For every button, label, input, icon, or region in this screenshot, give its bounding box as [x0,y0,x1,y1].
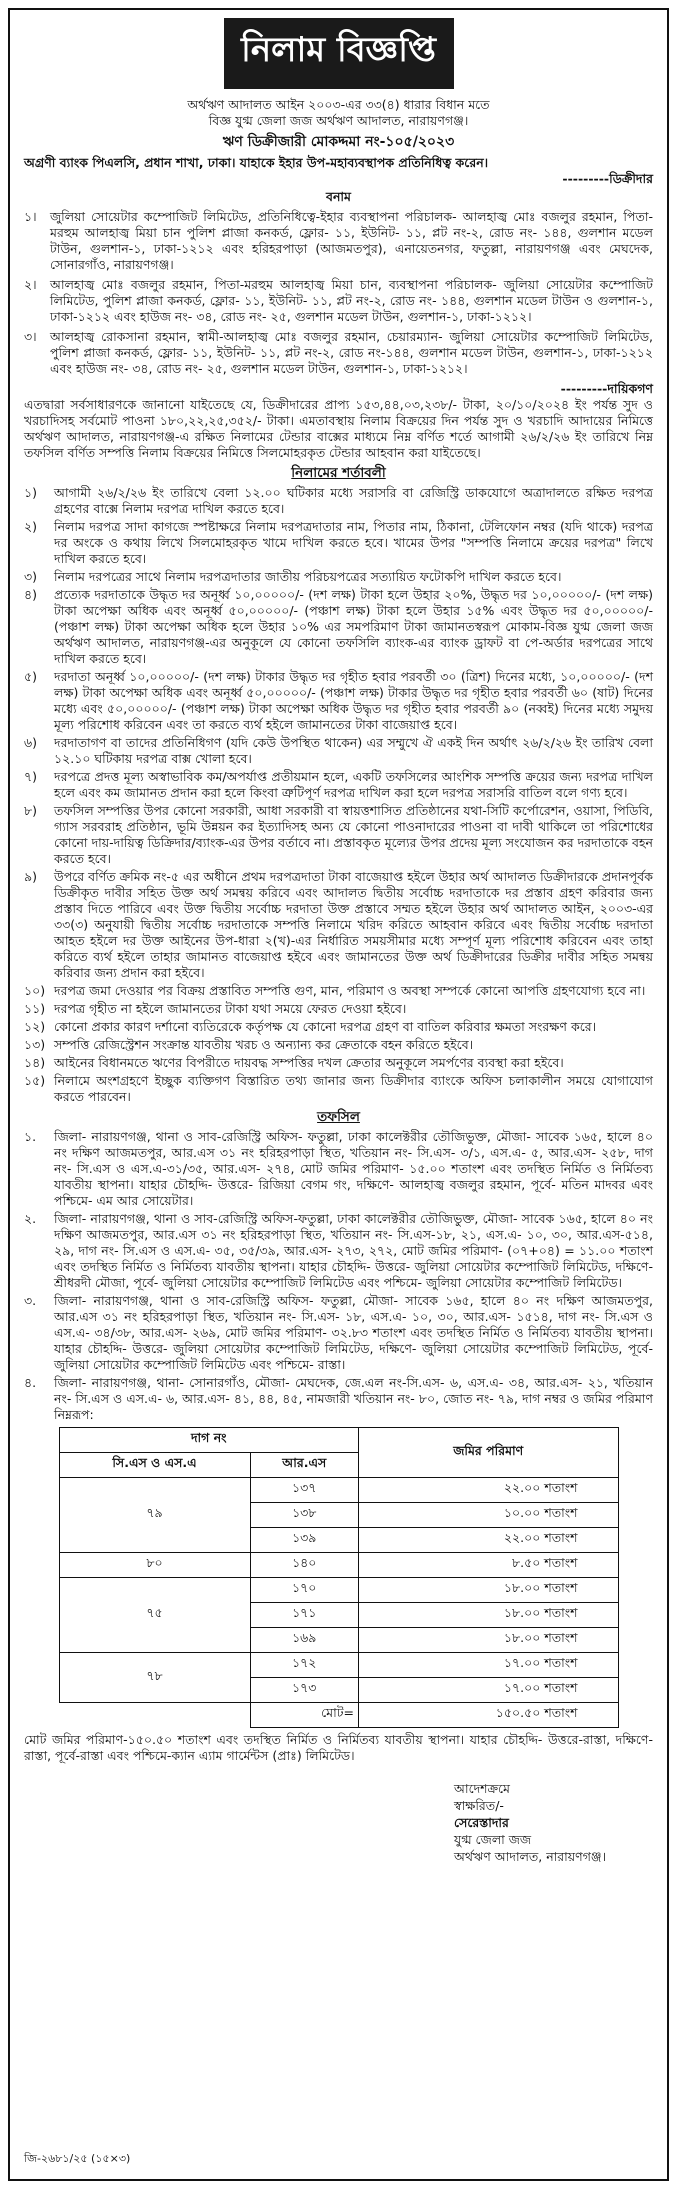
total-area: ১৫০.৫০ শতাংশ [358,1703,618,1728]
debtor-text: আলহাজ্ব রোকসানা রহমান, স্বামী-আলহাজ্ব মোঃ বজলুর রহমান, চেয়ারম্যান- জুলিয়া সোয়েটার কম্পোজিট লিমিটেড, পুলিশ প্লাজা কনকর্ড, ফ্লোর- ১১, ইউনিট- ১১, প্লট নং-২, রোড নং-১৪৪, গুলশান মডেল টাউন, গুলশান-১, ঢাকা-১২১২ এবং হাউজ নং- ৩৪, রোড নং- ২৫, গুলশান মডেল টাউন, গুলশান-১, ঢাকা-১২১২। [50,329,653,376]
rs-cell: ১৭০ [250,1578,358,1603]
condition-number: ৩) [24,569,38,584]
condition-item [24,1019,653,1035]
schedule-heading: তফসিল [317,1109,360,1125]
schedule-text: জিলা- নারায়ণগঞ্জ, থানা ও সাব-রেজিস্ট্রি অফিস-ফতুল্লা, ঢাকা কালেক্টরীর তৌজিভুক্ত, মৌজা- সাবেক ১৬৫, হালে ৪০ নং দক্ষিণ আজমতপুর, আর.এস ৩১ নং হরিহরপাড়া স্থিত, খতিয়ান নং- সি.এস-১৮, ২১, এস.এ- ১০, ৩০, আর.এস-৫১৪, ২৯, দাগ নং- সি.এস ও এস.এ- ৩৫, ৩৫/৩৯, আর.এস- ২৭৩, ২৭২, মোট জমির পরিমাণ- (০৭+০৪) = ১১.০০ শতাংশ এবং তদস্থিত নির্মিত ও নির্মিতব্য যাবতীয় স্থাপনা। যাহার চৌহদ্দি- উত্তরে- জুলিয়া সোয়েটার কম্পোজিট লিমিটেড, দক্ষিণে- শ্রীধরদী মৌজা, পূর্বে- জুলিয়া সোয়েটার কম্পোজিট লিমিটেড এবং পশ্চিমে- জুলিয়া সোয়েটার কম্পোজিট লিমিটেড। [54,1211,653,1290]
condition-item [24,869,653,981]
condition-number: ৮) [24,803,37,818]
debtor-text: জুলিয়া সোয়েটার কম্পোজিট লিমিটেড, প্রতিনিধিত্বে-ইহার ব্যবস্থাপনা পরিচালক- আলহাজ্ব মোঃ বজলুর রহমান, পিতা-মরহুম আলহাজ্ব মিয়া চান পুলিশ প্লাজা কনকর্ড, ফ্লোর- ১১, ইউনিট- ১১, প্লট নং-২, রোড নং- ১৪৪, গুলশান মডেল টাউন, গুলশান-১, ঢাকা-১২১২ এবং হরিহরপাড়া (আজমতপুর), এনায়েতনগর, ফতুল্লা, নারায়ণগঞ্জ এবং মেঘদেক, সোনারগাঁও, নারায়ণগঞ্জ। [50,209,653,272]
condition-text: নিলামে অংশগ্রহণে ইচ্ছুক ব্যক্তিগণ বিস্তারিত তথ্য জানার জন্য ডিক্রীদার ব্যাংকে অফিস চলাকালীন সময়ে যোগাযোগ করতে পারবেন। [54,1073,653,1104]
cs-cell: ৭৫ [59,1578,250,1653]
condition-item [24,1001,653,1017]
schedule-number: ৩. [24,1293,37,1308]
condition-number: ৫) [24,669,37,684]
notice-paragraph: এতদ্বারা সর্বসাধারণকে জানানো যাইতেছে যে, ডিক্রীদারের প্রাপ্য ১৫৩,৪৪,০৩,২৩৮/- টাকা, ২০/১০/২০২৪ ইং পর্যন্ত সুদ ও খরচাদিসহ সর্বমোট পাওনা ১৮০,২২,২৫,৩৫২/- টাকা। এমতাবস্থায় নিলাম বিক্রয়ের দিন পর্যন্ত সুদ ও খরচাদি আদায়ের নিমিত্তে অর্থঋণ আদালত, নারায়ণগঞ্জ-এ রক্ষিত নিলামের টেন্ডার বাক্সের মাধ্যমে নিম্ন বর্ণিত শর্তে আগামী ২৬/২/২৬ ইং তারিখে নিম্ন তফসিল বর্ণিত সম্পত্তি নিলাম বিক্রয়ের নিমিত্তে সিলমোহরকৃত টেন্ডার আহবান করা যাইতেছে। [24,397,653,460]
schedule-item [24,1293,653,1373]
condition-text: সম্পত্তি রেজিস্ট্রেশন সংক্রান্ত যাবতীয় খরচ ও অন্যান্য কর ক্রেতাকে বহন করিতে হইবে। [54,1037,474,1052]
condition-number: ১) [24,485,37,500]
area-cell: ১৮.০০ শতাংশ [358,1578,618,1603]
condition-item [24,769,653,801]
condition-item [24,983,653,999]
schedule-item [24,1129,653,1209]
schedule-text: জিলা- নারায়ণগঞ্জ, থানা ও সাব-রেজিস্ট্রি অফিস- ফতুল্লা, ঢাকা কালেক্টরীর তৌজিভুক্ত, মৌজা- সাবেক ১৬৫, হালে ৪০ নং দক্ষিণ আজমতপুর, আর.এস ৩১ নং হরিহরপাড়া স্থিত, খতিয়ান নং- সি.এস- ৩/১, এস.এ- ৫, আর.এস- ২৫৮, দাগ নং- সি.এস ও এস.এ-৩১/৩৫, আর.এস- ২৭৪, মোট জমির পরিমাণ- ১৫.০০ শতাংশ এবং তদস্থিত নির্মিত ও নির্মিতব্য যাবতীয় স্থাপনা। যাহার চৌহদ্দি- উত্তরে- রিজিয়া বেগম গং, দক্ষিণে- আলহাজ্ব বজলুর রহমান, পূর্বে- মতিন মাদবর এবং পশ্চিমে- এম আর সোয়েটার। [54,1129,654,1208]
table-row [59,1653,618,1678]
versus-label: বনাম [326,189,351,204]
notice-page [8,8,669,2181]
condition-text: দরদাতাগণ বা তাদের প্রতিনিধিগণ (যদি কেউ উপস্থিত থাকেন) এর সম্মুখে ঐ একই দিন অর্থাৎ ২৬/২/২৬ ইং তারিখ বেলা ১২.১০ ঘটিকায় দরপত্র বাক্স খোলা হবে। [54,735,653,766]
rs-cell: ১৭২ [250,1653,358,1678]
schedule-text: জিলা- নারায়ণগঞ্জ, থানা ও সাব-রেজিস্ট্রি অফিস- ফতুল্লা, মৌজা- সাবেক ১৬৫, হালে ৪০ নং দক্ষিণ আজমতপুর, আর.এস ৩১ নং হরিহরপাড়া স্থিত, খতিয়ান নং- সি.এস- ১৮, এস.এ- ১০, ৩০, আর.এস- ১৫১৪, দাগ নং- সি.এস ও এস.এ- ৩৪/৩৮, আর.এস- ২৬৯, মোট জমির পরিমাণ- ৩২.৮৩ শতাংশ এবং তদস্থিত নির্মিত ও নির্মিতব্য যাবতীয় স্থাপনা। যাহার চৌহদ্দি- উত্তরে- জুলিয়া সোয়েটার কম্পোজিট লিমিটেড, দক্ষিণে- জুলিয়া সোয়েটার কম্পোজিট লিমিটেড, পূর্বে- জুলিয়া সোয়েটার কম্পোজিট লিমিটেড এবং পশ্চিমে- রাস্তা। [54,1293,653,1372]
area-cell: ২২.০০ শতাংশ [358,1478,618,1503]
ad-code: জি-২৬৮১/২৫ (১৫×৩) [24,2152,131,2165]
area-cell: ১০.০০ শতাংশ [358,1503,618,1528]
schedule-text: জিলা- নারায়ণগঞ্জ, থানা- সোনারগাঁও, মৌজা- মেঘদেক, জে.এল নং-সি.এস- ৬, এস.এ- ৩৪, আর.এস- ২১, খতিয়ান নং- সি.এস ও এস.এ- ৬, আর.এস- ৪১, ৪৪, ৪৫, নামজারী খতিয়ান নং- ৮০, জোত নং- ৭৯, দাগ নম্বর ও জমির পরিমাণ নিম্নরূপ: [54,1375,653,1422]
condition-number: ১৪) [24,1055,46,1070]
condition-text: উপরে বর্ণিত ক্রমিক নং-৫ এর অধীনে প্রথম দরপত্রদাতা টাকা বাজেয়াপ্ত হইলে উহার অর্থ আদালত ডিক্রীদারকে প্রদানপূর্বক ডিক্রীকৃত দাবীর সহিত উক্ত অর্থ সমন্বয় করিবে এবং আদালত দ্বিতীয় সর্বোচ্চ দরদাতাকে দর প্রস্তাব গ্রহণ করিবার জন্য প্রস্তাব দিতে পারিবে এবং উক্ত দ্বিতীয় সর্বোচ্চ দরদাতা উক্ত প্রস্তাবে সম্মত হইলে উহার অর্থ আদালত আইন, ২০০৩-এর ৩৩(৩) অনুযায়ী দ্বিতীয় সর্বোচ্চ দরদাতাকে সম্পত্তি নিলামে খরিদ করিতে আহবান করিবে এবং দ্বিতীয় সর্বোচ্চ দরদাতা আহত হইলে দর উক্ত আইনের উপ-ধারা ২(খ)-এর নির্ধারিত সময়সীমার মধ্যে সম্পূর্ণ মূল্য পরিশোধ করিবেন এবং তাহা করিতে ব্যর্থ হইলে তাহার জামানত বাজেয়াপ্ত হইবে এবং জামানতের উক্ত অর্থ ডিক্রীদারের ডিক্রীর দাবীর সহিত সমন্বয় করিবার জন্য প্রদান করা হইবে। [54,869,653,980]
condition-text: দরপত্র জমা দেওয়ার পর বিক্রয় প্রস্তাবিত সম্পত্তি গুণ, মান, পরিমাণ ও অবস্থা সম্পর্কে কোনো আপত্তি গ্রহণযোগ্য হবে না। [54,983,646,998]
area-cell: ৮.৫০ শতাংশ [358,1553,618,1578]
condition-item [24,735,653,767]
debtor-number: ১। [24,209,37,224]
condition-number: ৬) [24,735,38,750]
signature-block [454,1780,653,1865]
condition-text: নিলাম দরপত্রের সাথে নিলাম দরপত্রদাতার জাতীয় পরিচয়পত্রের সত্যায়িত ফটোকপি দাখিল করতে হবে। [54,569,562,584]
total-label: মোট= [250,1703,358,1728]
condition-number: ১১) [24,1001,46,1016]
cs-cell: ৮০ [59,1553,250,1578]
cs-cell: ৭৯ [59,1478,250,1553]
debtor-item [24,329,653,377]
condition-text: আইনের বিধানমতে ঋণের বিপরীতে দায়বদ্ধ সম্পত্তির দখল ক্রেতার অনুকূলে সমর্পণের ব্যবস্থা করা হইবে। [54,1055,564,1070]
condition-number: ১৩) [24,1037,46,1052]
condition-item [24,519,653,567]
debtor-number: ৩। [24,329,37,344]
condition-text: আগামী ২৬/২/২৬ ইং তারিখে বেলা ১২.০০ ঘটিকার মধ্যে সরাসরি বা রেজিস্ট্রি ডাকযোগে অত্রাদালতে রক্ষিত দরপত্র গ্রহণের বাক্সে নিলাম দরপত্র দাখিল করতে হবে। [54,485,653,516]
debtor-item [24,277,653,325]
condition-number: ১০) [24,983,46,998]
schedule-item [24,1211,653,1291]
condition-text: তফসিল সম্পত্তির উপর কোনো সরকারী, আধা সরকারী বা স্বায়ত্তশাসিত প্রতিষ্ঠানের যথা-সিটি কর্পোরেশন, ওয়াসা, পিডিবি, গ্যাস সরবরাহ প্রতিষ্ঠান, ভূমি উন্নয়ন কর ইত্যাদিসহ অন্য যে কোনো পাওনাদারের পাওনা বা দাবী থাকিলে তা পরিশোধের কোনো দায়-দায়িত্ব ডিক্রিদার/ব্যাংক-এর উপর বর্তাবে না। প্রস্তাবকৃত মূল্যের উপর প্রদেয় মূল্য সংযোজন কর দরদাতাকে বহন করতে হবে। [54,803,653,866]
notice-title: নিলাম বিজ্ঞপ্তি [224,18,454,89]
case-number: ঋণ ডিক্রীজারী মোকদ্দমা নং-১০৫/২০২৩ [222,134,455,150]
rs-cell: ১৩৮ [250,1503,358,1528]
condition-text: দরপত্রে প্রদত্ত মূল্য অস্বাভাবিক কম/অপর্যাপ্ত প্রতীয়মান হলে, একটি তফসিলের আংশিক সম্পত্তি ক্রয়ের জন্য দরপত্র দাখিল হলে এবং কম জামানত প্রদান করা হলে কিংবা ত্রুটিপূর্ণ দরপত্র দাখিল করা হলে দরপত্র সরাসরি বাতিল বলে গণ্য হবে। [54,769,653,800]
area-cell: ১৭.০০ শতাংশ [358,1653,618,1678]
decree-holder-label: ---------ডিক্রীদার [562,171,653,186]
schedule-number: ৪. [24,1375,37,1390]
schedule-number: ১. [24,1129,37,1144]
court-line: বিজ্ঞ যুগ্ম জেলা জজ অর্থঋণ আদালত, নারায়ণগঞ্জ। [208,113,469,128]
blank-cell [59,1703,250,1728]
condition-item [24,669,653,733]
condition-number: ২) [24,519,38,534]
signature-judge: যুগ্ম জেলা জজ [454,1832,532,1847]
table-total-row [59,1703,618,1728]
debtor-number: ২। [24,277,37,292]
judgment-debtors [24,209,653,377]
signature-title: সেরেস্তাদার [454,1815,509,1830]
condition-text: নিলাম দরপত্র সাদা কাগজে স্পষ্টাক্ষরে নিলাম দরপত্রদাতার নাম, পিতার নাম, ঠিকানা, টেলিফোন নম্বর (যদি থাকে) দরপত্র দর অংকে ও কথায় লিখে সিলমোহরকৃত খামে দাখিল করতে হবে। খামের উপর "সম্পত্তি নিলামে ক্রয়ের দরপত্র" লিখে দাখিল করতে হবে। [54,519,653,566]
table-row [59,1578,618,1603]
cs-header: সি.এস ও এস.এ [59,1453,250,1478]
condition-item [24,803,653,867]
rs-cell: ১৭৩ [250,1678,358,1703]
rs-header: আর.এস [250,1453,358,1478]
rs-cell: ১৬৯ [250,1628,358,1653]
condition-item [24,1037,653,1053]
condition-text: কোনো প্রকার কারণ দর্শানো ব্যতিরেকে কর্তৃপক্ষ যে কোনো দরপত্র গ্রহণ বা বাতিল করিবার ক্ষমতা সংরক্ষণ করে। [54,1019,597,1034]
conditions-heading: নিলামের শর্তাবলী [291,465,386,481]
total-paragraph: মোট জমির পরিমাণ-১৫০.৫০ শতাংশ এবং তদস্থিত নির্মিত ও নির্মিতব্য যাবতীয় স্থাপনা। যাহার চৌহদ্দি- উত্তরে-রাস্তা, দক্ষিণে-রাস্তা, পূর্বে-রাস্তা এবং পশ্চিমে-ক্যান এ্যাম গার্মেন্টস (প্রাঃ) লিমিটেড। [24,1732,653,1763]
condition-text: দরপত্র গৃহীত না হইলে জামানতের টাকা যথা সময়ে ফেরত দেওয়া হইবে। [54,1001,407,1016]
condition-text: প্রত্যেক দরদাতাকে উদ্ধৃত দর অনূর্ধ্ব ১০,০০০০০/- (দশ লক্ষ) টাকা হলে উহার ২০%, উদ্ধৃত দর ১০,০০০০০/- (দশ লক্ষ) টাকা অপেক্ষা অধিক এবং অনূর্ধ্ব ৫০,০০০০০/- (পঞ্চাশ লক্ষ) টাকা হলে উহার ১৫% এবং উদ্ধৃত দর ৫০,০০০০০/- (পঞ্চাশ লক্ষ) টাকা অপেক্ষা অধিক হলে উহার ১০% এর সমপরিমাণ টাকা জামানতস্বরূপ মোকাম-বিজ্ঞ যুগ্ম জেলা জজ অর্থঋণ আদালত, নারায়ণগঞ্জ-এর অনুকূলে যে কোনো তফসিলি ব্যাংক-এর ব্যাংক ড্রাফট বা পে-অর্ডার দরপত্রের সাথে দাখিল করতে হবে। [54,587,653,666]
debtor-label: ---------দায়িকগণ [560,381,653,396]
area-cell: ১৮.০০ শতাংশ [358,1628,618,1653]
table-row [59,1553,618,1578]
rs-cell: ১৩৭ [250,1478,358,1503]
area-header: জমির পরিমাণ [358,1428,618,1478]
condition-item [24,587,653,667]
plot-table [59,1427,619,1728]
condition-number: ১৫) [24,1073,46,1088]
cs-cell: ৭৮ [59,1653,250,1703]
condition-item [24,1055,653,1071]
debtor-text: আলহাজ্ব মোঃ বজলুর রহমান, পিতা-মরহুম আলহাজ্ব মিয়া চান, ব্যবস্থাপনা পরিচালক- জুলিয়া সোয়েটার কম্পোজিট লিমিটেড, পুলিশ প্লাজা কনকর্ড, ফ্লোর- ১১, ইউনিট- ১১, প্লট নং-২, রোড নং- ১৪৪, গুলশান মডেল টাউন ও গুলশান-১, ঢাকা-১২১২ এবং হাউজ নং- ৩৪, রোড নং- ২৫, গুলশান মডেল টাউন, গুলশান-১, ঢাকা-১২১২। [50,277,653,324]
condition-text: দরদাতা অনূর্ধ্ব ১০,০০০০০/- (দশ লক্ষ) টাকার উদ্ধৃত দর গৃহীত হবার পরবর্তী ৩০ (ত্রিশ) দিনের মধ্যে, ১০,০০০০০/- (দশ লক্ষ) টাকা অপেক্ষা অধিক এবং অনূর্ধ্ব ৫০,০০০০০/- (পঞ্চাশ লক্ষ) টাকার উদ্ধৃত দর গৃহীত হবার পরবর্তী ৬০ (ষাট) দিনের মধ্যে এবং ৫০,০০০০০/- (পঞ্চাশ লক্ষ) টাকা অপেক্ষা অধিক উদ্ধৃত দর গৃহীত হবার পরবর্তী ৯০ (নব্বই) দিনের মধ্যে সমুদয় মূল্য পরিশোধ করিবেন এবং তা করতে ব্যর্থ হইলে জামানতের টাকা বাজেয়াপ্ত হবে। [54,669,653,732]
area-cell: ১৭.০০ শতাংশ [358,1678,618,1703]
condition-number: ৭) [24,769,38,784]
decree-holder: অগ্রণী ব্যাংক পিএলসি, প্রধান শাখা, ঢাকা। যাহাকে ইহার উপ-মহাব্যবস্থাপক প্রতিনিধিত্ব করেন। [24,155,489,170]
condition-item [24,1073,653,1105]
rs-cell: ১৪০ [250,1553,358,1578]
condition-item [24,485,653,517]
signature-court: অর্থঋণ আদালত, নারায়ণগঞ্জ। [454,1849,607,1864]
debtor-item [24,209,653,273]
condition-number: ১২) [24,1019,46,1034]
schedule-list [24,1129,653,1423]
rs-cell: ১৩৯ [250,1528,358,1553]
conditions-list [24,485,653,1105]
area-cell: ২২.০০ শতাংশ [358,1528,618,1553]
signature-order: আদেশক্রমে [454,1781,510,1796]
condition-number: ৪) [24,587,37,602]
schedule-number: ২. [24,1211,37,1226]
dag-header: দাগ নং [59,1428,358,1453]
rs-cell: ১৭১ [250,1603,358,1628]
signature-signed: স্বাক্ষরিত/- [454,1798,504,1813]
table-row [59,1478,618,1503]
condition-number: ৯) [24,869,37,884]
area-cell: ১৮.০০ শতাংশ [358,1603,618,1628]
condition-item [24,569,653,585]
law-line: অর্থঋণ আদালত আইন ২০০৩-এর ৩৩(৪) ধারার বিধান মতে [187,97,490,112]
schedule-item [24,1375,653,1423]
